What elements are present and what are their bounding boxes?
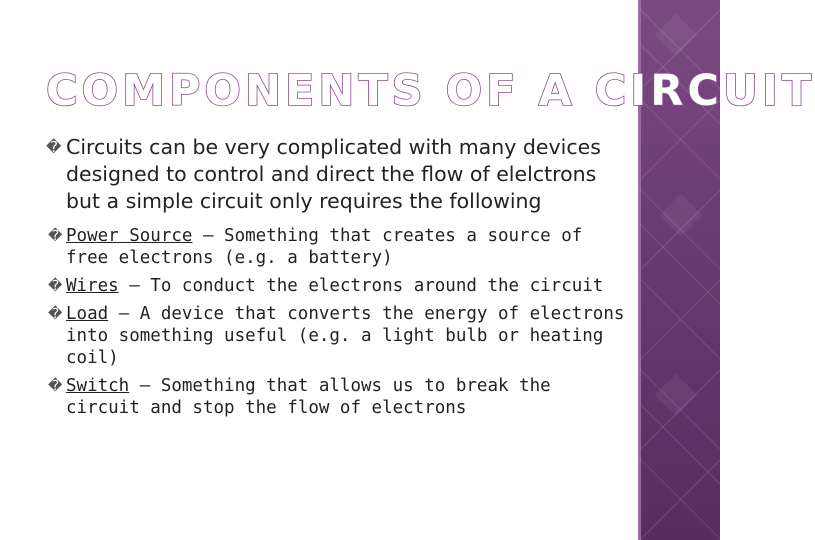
slide-title: COMPONENTS OF A CIRCUIT (46, 66, 815, 116)
bullet-icon: � (48, 378, 63, 394)
list-item-wires (48, 275, 633, 297)
list-item-power-source (48, 225, 633, 269)
bullet-icon: � (46, 138, 62, 156)
bullet-icon: � (48, 228, 63, 244)
term-wires: Wires (66, 276, 119, 296)
definition-load: – A device that converts the energy of electrons into something useful (e.g. a light bulb or heating coil) (66, 304, 625, 368)
main-point-text: Circuits can be very complicated with many devices designed to control and direct the flow of elelctrons but a simple circuit only requires the following (66, 135, 601, 213)
list-item-switch (48, 375, 633, 419)
main-bullet-item (48, 134, 633, 215)
term-switch: Switch (66, 376, 130, 396)
definition-wires: – To conduct the electrons around the circuit (118, 276, 604, 296)
component-list (48, 225, 633, 419)
definition-power-source: – Something that creates a source of free electrons (e.g. a battery) (66, 226, 583, 268)
term-load: Load (66, 304, 109, 324)
bullet-icon: � (48, 306, 63, 322)
slide-content (48, 134, 633, 425)
term-power-source: Power Source (66, 226, 193, 246)
definition-switch: – Something that allows us to break the circuit and stop the flow of electrons (66, 376, 551, 418)
bullet-icon: � (48, 278, 63, 294)
list-item-load (48, 303, 633, 369)
